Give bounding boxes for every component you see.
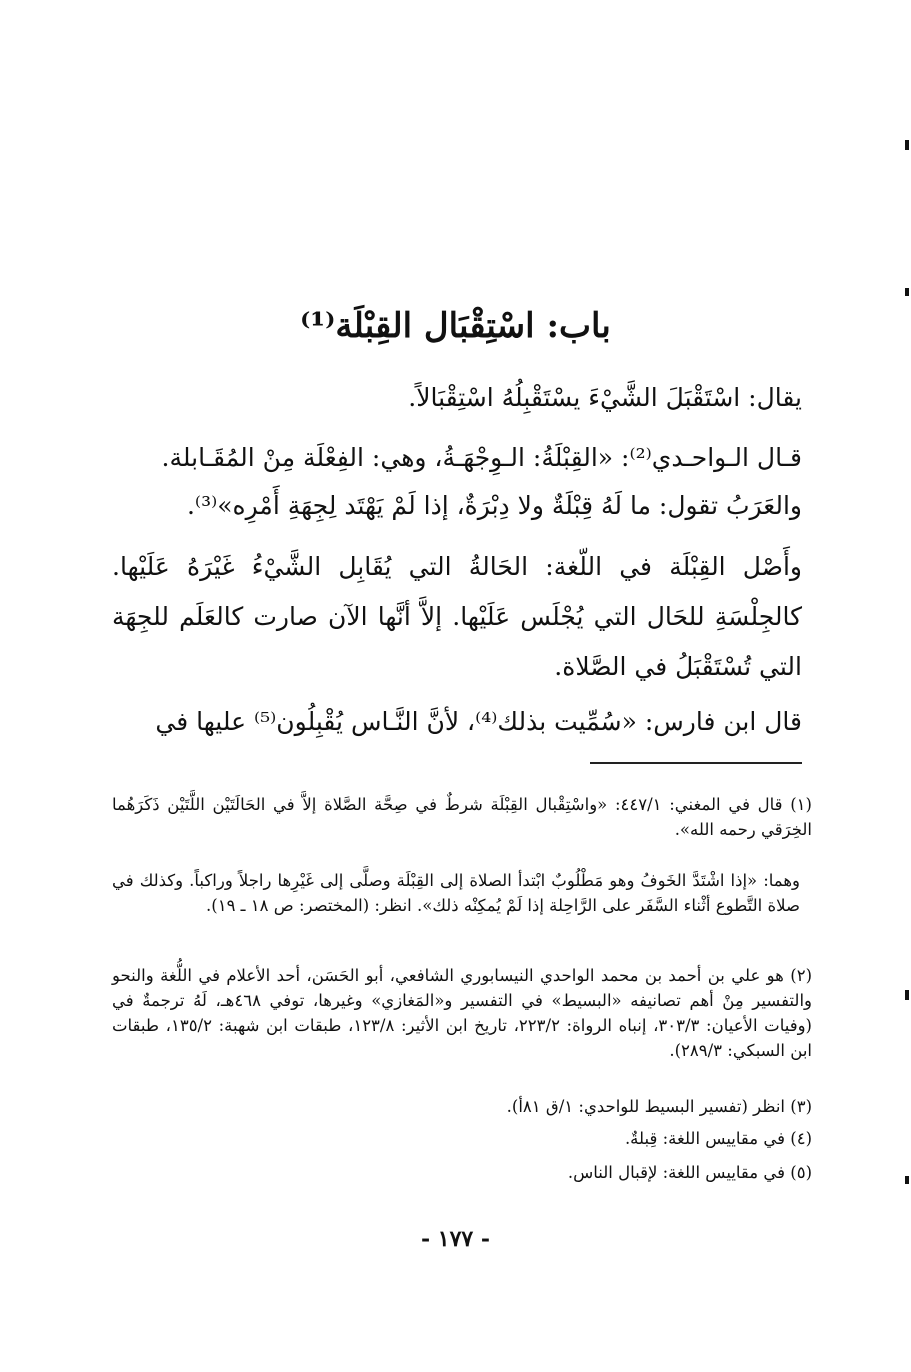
footnote-4: (٤) في مقاييس اللغة: قِبلةٌ. [624, 1129, 812, 1148]
scan-edge-mark [905, 288, 909, 296]
scan-edge-mark [905, 1176, 909, 1184]
footnote-1: (١) قال في المغني: ٤٤٧/١: «واسْتِقْبال القِبْلَة شرطٌ في صِحَّة الصَّلاة إلاَّ في الحَالَتَيْن اللَّتَيْن ذَكَرَهُما الخِرَقي رحمه الله». [112, 795, 812, 839]
footnote-3: (٣) انظر (تفسير البسيط للواحدي: ١/ق ٨١أ). [506, 1097, 812, 1116]
scan-edge-mark [905, 990, 909, 1000]
footnote-5: (٥) في مقاييس اللغة: لإقبال الناس. [567, 1163, 812, 1182]
chapter-title: باب: اسْتِقْبَال القِبْلَة⁽¹⁾ [300, 306, 611, 346]
footnote-2: (٢) هو علي بن أحمد بن محمد الواحدي النيسابوري الشافعي، أبو الحَسَن، أحد الأعلام في اللُّغة والنحو والتفسير مِنْ أهم تصانيفه «البسيط» في التفسير و«المَغازي» وغيرها، توفي ٤٦٨هـ، لَهُ ترجمةٌ في (وفيات الأعيان: ٣٠٣/٣، إنباه الرواة: ٢٢٣/٢، تاريخ ابن الأثير: ١٢٣/٨، طبقات ابن شهبة: ١٣٥/٢، طبقات ابن السبكي: ٢٨٩/٣). [112, 966, 812, 1060]
footnote-separator [590, 762, 802, 764]
body-paragraph-3: والعَرَبُ تقول: ما لَهُ قِبْلَةٌ ولا دِبْرَةٌ، إذا لَمْ يَهْتَد لِجِهَةِ أَمْرِه»⁽³⁾. [186, 491, 802, 520]
body-paragraph-4: وأَصْل القِبْلَة في اللّغة: الحَالةُ التي يُقَابِل الشَّيْءُ غَيْرَهُ عَلَيْها. كالجِلْسَةِ للحَال التي يُجْلَس عَلَيْها. إلاَّ أنَّها الآن صارت كالعَلَم للجِهَة التي تُسْتَقْبَلُ في الصَّلاة. [112, 552, 802, 681]
body-paragraph-1: يقال: اسْتَقْبَلَ الشَّيْءَ يسْتَقْبِلُهُ اسْتِقْبَالاً. [408, 383, 802, 412]
body-paragraph-2: قـال الـواحـدي⁽²⁾: «القِبْلَةُ: الـوِجْهَـةُ، وهي: الفِعْلَة مِنْ المُقَـابلة. [161, 443, 802, 472]
footnote-1-continuation: وهما: «إذا اشْتَدَّ الخَوفُ وهو مَطْلُوبٌ ابْتدأ الصلاة إلى القِبْلَة وصلَّى إلى غَيْرِها راجلاً وراكباً. وكذلك في صلاة التَّطوع أثْناء السَّفَر على الرَّاحِلة إذا لَمْ يُمكِنْه ذلك». انظر: (المختصر: ص ١٨ ـ ١٩). [112, 871, 800, 915]
body-paragraph-5: قال ابن فارس: «سُمِّيت بذلك⁽⁴⁾، لأنَّ النَّـاس يُقْبِلُون⁽⁵⁾ عليها في [155, 707, 802, 736]
page-number: - ١٧٧ - [420, 1226, 491, 1252]
scan-edge-mark [905, 140, 909, 150]
